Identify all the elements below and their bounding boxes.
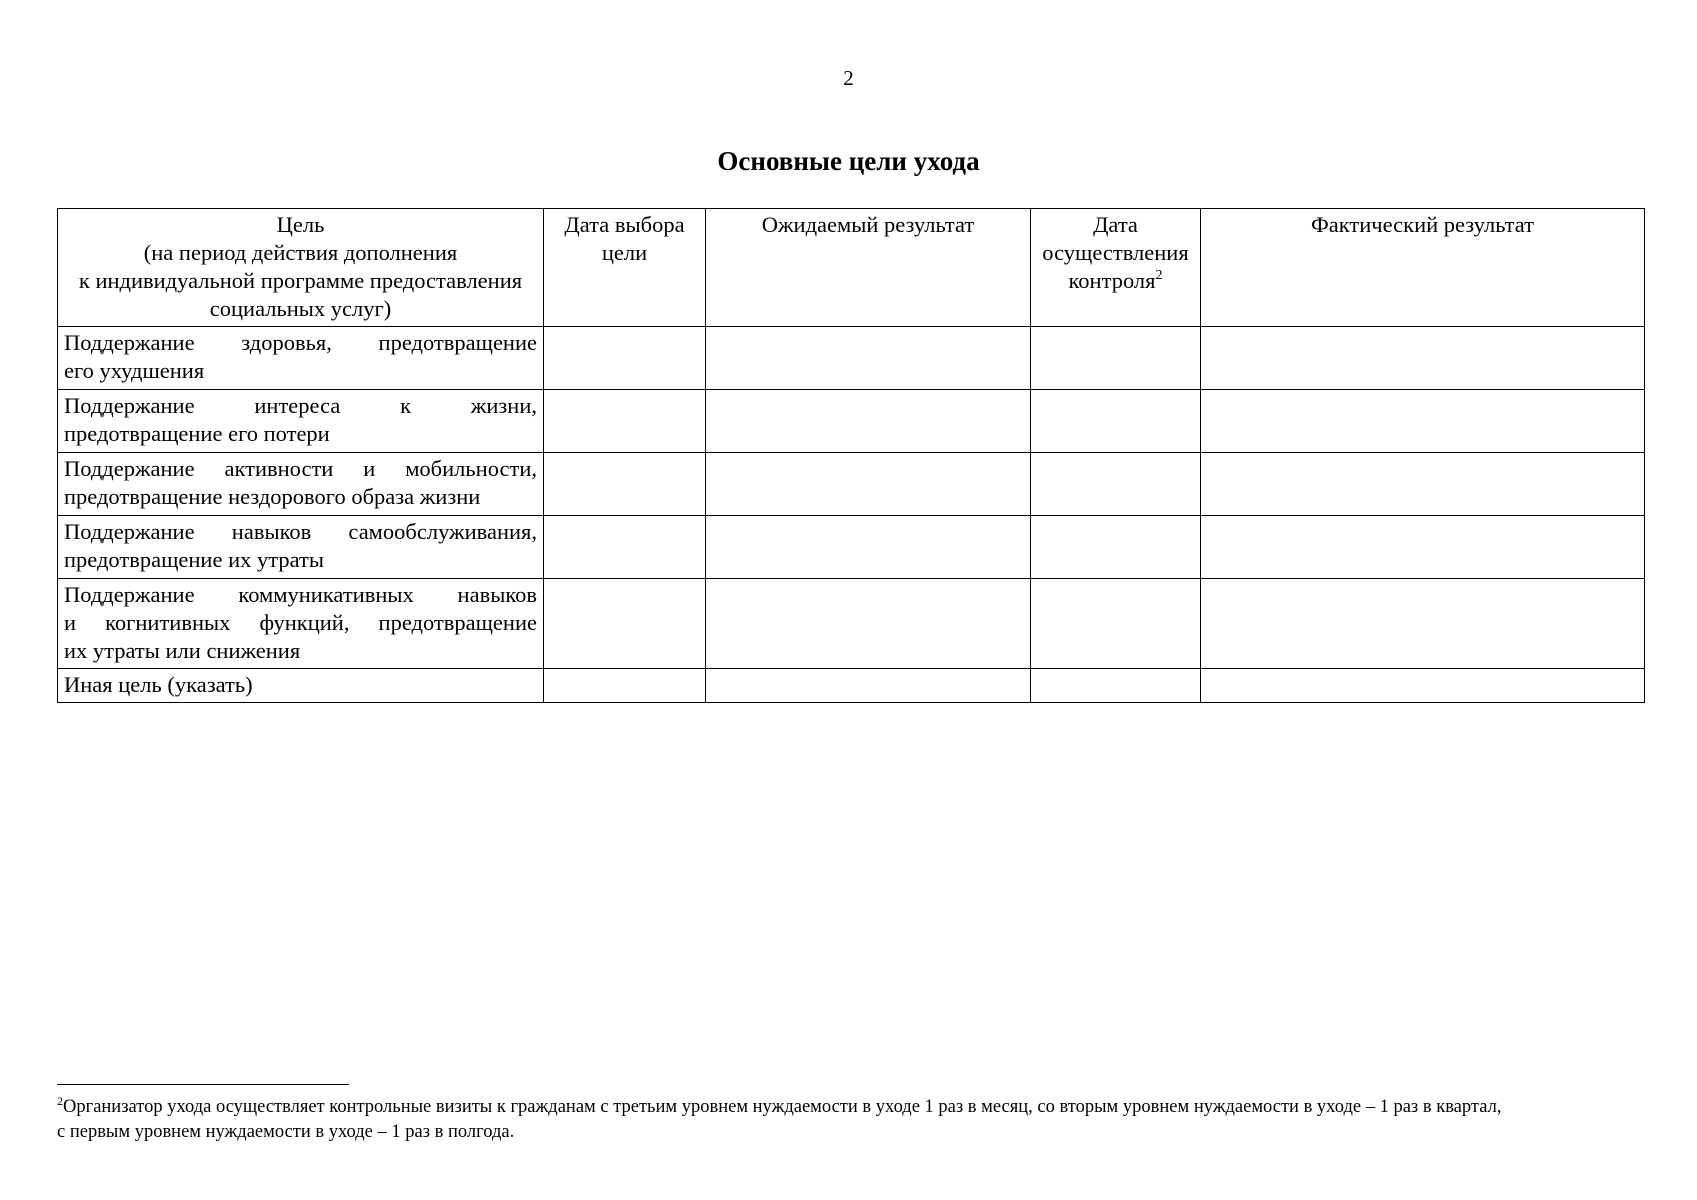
selection-date-cell[interactable] bbox=[544, 579, 706, 669]
goal-line: предотвращение их утраты bbox=[64, 547, 324, 572]
control-date-cell[interactable] bbox=[1031, 327, 1201, 390]
actual-result-cell[interactable] bbox=[1201, 453, 1645, 516]
header-expected-result bbox=[706, 209, 1031, 327]
actual-result-cell[interactable] bbox=[1201, 579, 1645, 669]
footnote-mark: 2 bbox=[57, 1094, 63, 1108]
header-goal-line: (на период действия дополнения bbox=[143, 240, 458, 265]
goal-line: их утраты или снижения bbox=[64, 638, 301, 663]
header-control-date-line: Дата bbox=[1093, 212, 1138, 237]
table-row bbox=[58, 327, 1645, 390]
selection-date-cell[interactable] bbox=[544, 390, 706, 453]
selection-date-cell[interactable] bbox=[544, 516, 706, 579]
expected-result-cell[interactable] bbox=[706, 327, 1031, 390]
header-control-date bbox=[1031, 209, 1201, 327]
footnote-separator bbox=[57, 1084, 349, 1085]
goal-cell bbox=[58, 327, 544, 390]
selection-date-cell[interactable] bbox=[544, 327, 706, 390]
goal-line: предотвращение его потери bbox=[64, 421, 330, 446]
goal-line: Поддержание коммуникативных навыков bbox=[64, 582, 537, 607]
control-date-cell[interactable] bbox=[1031, 579, 1201, 669]
care-goals-table bbox=[57, 208, 1645, 703]
goal-cell bbox=[58, 453, 544, 516]
goal-line: предотвращение нездорового образа жизни bbox=[64, 484, 481, 509]
table-row bbox=[58, 579, 1645, 669]
expected-result-cell[interactable] bbox=[706, 390, 1031, 453]
goal-line: Поддержание здоровья, предотвращение bbox=[64, 330, 537, 355]
table-row bbox=[58, 453, 1645, 516]
table-row bbox=[58, 669, 1645, 703]
header-goal-line: к индивидуальной программе предоставления bbox=[78, 268, 523, 293]
header-goal bbox=[58, 209, 544, 327]
goal-line: Поддержание интереса к жизни, bbox=[64, 393, 537, 418]
footnote-line bbox=[57, 1095, 1647, 1120]
actual-result-cell[interactable] bbox=[1201, 516, 1645, 579]
actual-result-cell[interactable] bbox=[1201, 390, 1645, 453]
table-row bbox=[58, 516, 1645, 579]
selection-date-cell[interactable] bbox=[544, 453, 706, 516]
header-actual-result-label: Фактический результат bbox=[1311, 212, 1534, 237]
control-date-cell[interactable] bbox=[1031, 390, 1201, 453]
goal-cell bbox=[58, 579, 544, 669]
goal-cell bbox=[58, 390, 544, 453]
table-header-row bbox=[58, 209, 1645, 327]
table-row bbox=[58, 390, 1645, 453]
control-date-cell[interactable] bbox=[1031, 669, 1201, 703]
page-number: 2 bbox=[843, 66, 854, 90]
goal-cell bbox=[58, 516, 544, 579]
header-selection-date-line: цели bbox=[601, 240, 648, 265]
header-control-date-line bbox=[1037, 267, 1194, 295]
goal-line: Поддержание навыков самообслуживания, bbox=[64, 519, 537, 544]
header-control-date-line: осуществления bbox=[1042, 240, 1189, 265]
header-control-date-word: контроля bbox=[1068, 268, 1156, 293]
actual-result-cell[interactable] bbox=[1201, 327, 1645, 390]
goal-line: Поддержание активности и мобильности, bbox=[64, 456, 537, 481]
goal-line: Иная цель (указать) bbox=[64, 672, 253, 697]
header-selection-date bbox=[544, 209, 706, 327]
goal-line: его ухудшения bbox=[64, 358, 205, 383]
goal-line: и когнитивных функций, предотвращение bbox=[64, 610, 537, 635]
footnote-reference-mark: 2 bbox=[1155, 268, 1163, 283]
footnote-line: с первым уровнем нуждаемости в уходе – 1 раз в полгода. bbox=[57, 1122, 515, 1142]
expected-result-cell[interactable] bbox=[706, 669, 1031, 703]
header-selection-date-line: Дата выбора bbox=[564, 212, 685, 237]
control-date-cell[interactable] bbox=[1031, 453, 1201, 516]
goal-cell bbox=[58, 669, 544, 703]
header-goal-line: социальных услуг) bbox=[209, 296, 392, 321]
header-goal-line: Цель bbox=[276, 212, 325, 237]
expected-result-cell[interactable] bbox=[706, 453, 1031, 516]
footnote bbox=[57, 1095, 1647, 1145]
footnote-text: Организатор ухода осуществляет контрольные визиты к гражданам с третьим уровнем нуждаемости в уходе 1 раз в месяц, со вторым уровнем нуждаемости в уходе – 1 раз в квартал, bbox=[63, 1097, 1502, 1117]
control-date-cell[interactable] bbox=[1031, 516, 1201, 579]
header-expected-result-label: Ожидаемый результат bbox=[761, 212, 975, 237]
document-title: Основные цели ухода bbox=[717, 146, 980, 176]
expected-result-cell[interactable] bbox=[706, 516, 1031, 579]
selection-date-cell[interactable] bbox=[544, 669, 706, 703]
header-actual-result bbox=[1201, 209, 1645, 327]
actual-result-cell[interactable] bbox=[1201, 669, 1645, 703]
expected-result-cell[interactable] bbox=[706, 579, 1031, 669]
